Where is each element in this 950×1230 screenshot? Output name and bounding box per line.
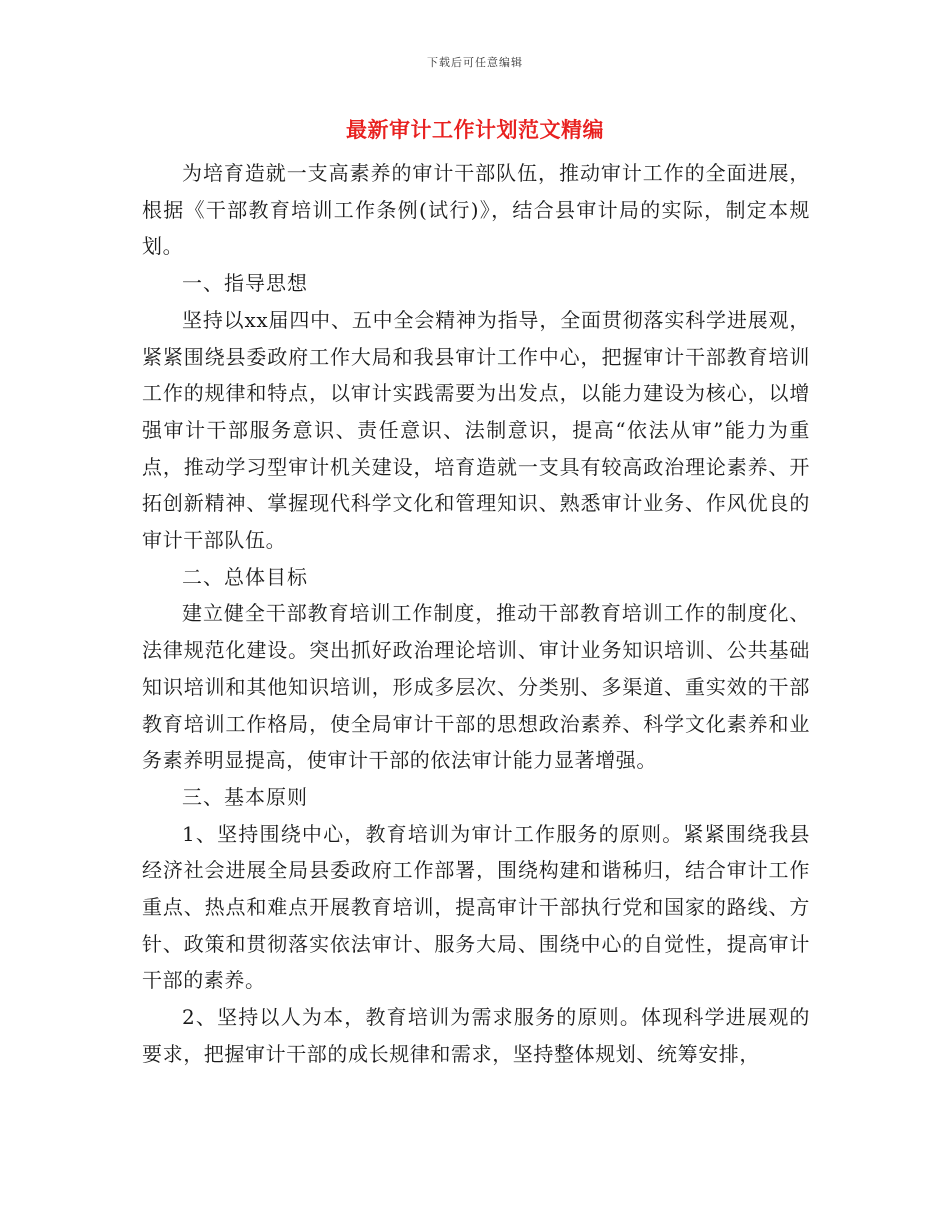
overall-goals-paragraph: 建立健全干部教育培训工作制度，推动干部教育培训工作的制度化、法律规范化建设。突出抓好政治理论培训、审计业务知识培训、公共基础知识培训和其他知识培训，形成多层次、分类别、多渠道、重实效的干部教育培训工作格局，使全局审计干部的思想政治素养、科学文化素养和业务素养明显提高，使审计干部的依法审计能力显著增强。 [142,601,810,773]
document-body [142,155,810,1073]
document-title: 最新审计工作计划范文精编 [346,117,604,142]
section-heading-guiding-ideology: 一、指导思想 [182,271,308,296]
guiding-ideology-paragraph: 坚持以xx届四中、五中全会精神为指导，全面贯彻落实科学进展观，紧紧围绕县委政府工作大局和我县审计工作中心，把握审计干部教育培训工作的规律和特点，以审计实践需要为出发点，以能力建设为核心，以增强审计干部服务意识、责任意识、法制意识，提高“依法从审”能力为重点，推动学习型审计机关建设，培育造就一支具有较高政治理论素养、开拓创新精神、掌握现代科学文化和管理知识、熟悉审计业务、作风优良的审计干部队伍。 [142,307,810,553]
section-heading-basic-principles: 三、基本原则 [182,784,308,809]
page-header-note: 下载后可任意编辑 [427,56,523,69]
intro-paragraph: 为培育造就一支高素养的审计干部队伍，推动审计工作的全面进展，根据《干部教育培训工作条例(试行)》，结合县审计局的实际，制定本规划。 [142,161,810,259]
section-heading-overall-goals: 二、总体目标 [182,564,308,589]
principle-1-paragraph: 1、坚持围绕中心，教育培训为审计工作服务的原则。紧紧围绕我县经济社会进展全局县委政府工作部署，围绕构建和谐秭归，结合审计工作重点、热点和难点开展教育培训，提高审计干部执行党和国家的路线、方针、政策和贯彻落实依法审计、服务大局、围绕中心的自觉性，提高审计干部的素养。 [142,821,810,993]
principle-2-paragraph: 2、坚持以人为本，教育培训为需求服务的原则。体现科学进展观的要求，把握审计干部的成长规律和需求，坚持整体规划、统筹安排， [142,1005,810,1066]
